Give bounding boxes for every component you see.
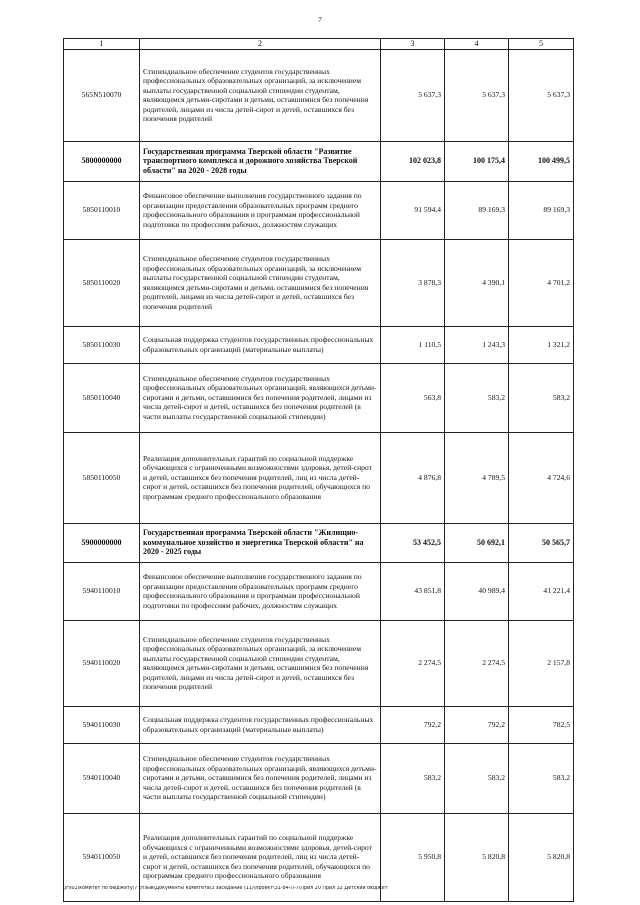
- table-row: [64, 562, 574, 620]
- row-description: Стипендиальное обеспечение студентов государственных профессиональных образовательных организаций, являющихся детьми-сиротами и детьми, оставшимися без попечения родителей, лицами из числа детей-сирот и детей, оставшихся без попечения родителей (в части выплаты государственной социальной стипендии): [140, 363, 381, 432]
- row-value-col-3: 91 594,4: [381, 181, 445, 239]
- row-value-col-3: 2 274,5: [381, 620, 445, 706]
- row-code: 5850110020: [64, 239, 140, 326]
- row-value-col-5: 583,2: [509, 743, 574, 813]
- table-row: [64, 181, 574, 239]
- table-row: [64, 743, 574, 813]
- row-description: Стипендиальное обеспечение студентов государственных профессиональных образовательных организаций, являющихся детьми-сиротами и детьми, оставшимися без попечения родителей, лицами из числа детей-сирот и детей, оставшихся без попечения родителей (в части выплаты государственной социальной стипендии): [140, 743, 381, 813]
- row-value-col-5: 5 820,8: [509, 813, 574, 901]
- row-value-col-4: 40 989,4: [445, 562, 509, 620]
- row-value-col-4: 583,2: [445, 743, 509, 813]
- row-code: 565N510070: [64, 49, 140, 141]
- row-description: Социальная поддержка студентов государственных профессиональных образовательных организаций (материальные выплаты): [140, 326, 381, 363]
- row-value-col-3: 792,2: [381, 706, 445, 743]
- row-description: Стипендиальное обеспечение студентов государственных профессиональных образовательных организаций, за исключением выплаты государственной социальной стипендии студентам, являющимся детьми-сиротами и детьми, оставшимися без попечения родителей, лицами из числа детей-сирот и детей, оставшихся без попечения родителей: [140, 620, 381, 706]
- row-code: 5940110050: [64, 813, 140, 901]
- row-description: Социальная поддержка студентов государственных профессиональных образовательных организаций (материальные выплаты): [140, 706, 381, 743]
- header-col-1: 1: [64, 39, 140, 50]
- table-row: [64, 49, 574, 141]
- row-value-col-5: 50 565,7: [509, 523, 574, 562]
- row-value-col-5: 100 499,5: [509, 141, 574, 181]
- row-code: 5850110040: [64, 363, 140, 432]
- header-col-3: 3: [381, 39, 445, 50]
- page-number: 7: [318, 16, 322, 24]
- row-value-col-3: 3 878,3: [381, 239, 445, 326]
- header-col-5: 5: [509, 39, 574, 50]
- row-value-col-3: 43 851,8: [381, 562, 445, 620]
- row-value-col-4: 100 175,4: [445, 141, 509, 181]
- table-row: [64, 432, 574, 523]
- row-code: 5800000000: [64, 141, 140, 181]
- row-description: Реализация дополнительных гарантий по социальной поддержке обучающихся с ограниченными возможностями здоровья, детей-сирот и детей, оставшихся без попечения родителей, лиц из числа детей-сирот и детей, оставшихся без попечения родителей, обучающихся по программам среднего профессионального образования: [140, 813, 381, 901]
- row-value-col-4: 5 637,3: [445, 49, 509, 141]
- row-value-col-4: 792,2: [445, 706, 509, 743]
- row-value-col-4: 583,2: [445, 363, 509, 432]
- row-value-col-3: 563,8: [381, 363, 445, 432]
- row-value-col-3: 1 110,5: [381, 326, 445, 363]
- row-value-col-5: 4 724,6: [509, 432, 574, 523]
- row-value-col-5: 89 169,3: [509, 181, 574, 239]
- row-value-col-4: 89 169,3: [445, 181, 509, 239]
- row-code: 5940110030: [64, 706, 140, 743]
- file-path-footer: \\Fs01\комитет по бюджету\7 отзыв\Документы комитета\3 заседание (11)\проект\31-84-П-7\Прил 20 Прил 32 Детский бюджет: [63, 886, 388, 891]
- table-row: [64, 620, 574, 706]
- row-value-col-5: 1 321,2: [509, 326, 574, 363]
- row-description: Государственная программа Тверской области "Жилищно-коммунальное хозяйство и энергетика Тверской области" на 2020 - 2025 годы: [140, 523, 381, 562]
- row-description: Финансовое обеспечение выполнения государственного задания по организации предоставления образовательных программ среднего профессионального образования и программам профессиональной подготовки по профессиям рабочих, должностям служащих: [140, 181, 381, 239]
- header-row: [64, 39, 574, 50]
- row-value-col-4: 4 789,5: [445, 432, 509, 523]
- row-value-col-5: 782,5: [509, 706, 574, 743]
- row-description: Финансовое обеспечение выполнения государственного задания по организации предоставления образовательных программ среднего профессионального образования и программам профессиональной подготовки по профессиям рабочих, должностям служащих: [140, 562, 381, 620]
- row-value-col-5: 2 157,8: [509, 620, 574, 706]
- row-code: 5940110020: [64, 620, 140, 706]
- row-value-col-3: 5 637,3: [381, 49, 445, 141]
- header-col-2: 2: [140, 39, 381, 50]
- row-value-col-5: 41 221,4: [509, 562, 574, 620]
- row-code: 5850110010: [64, 181, 140, 239]
- header-col-4: 4: [445, 39, 509, 50]
- row-code: 5850110030: [64, 326, 140, 363]
- row-value-col-5: 583,2: [509, 363, 574, 432]
- budget-table: [63, 38, 574, 902]
- row-description: Стипендиальное обеспечение студентов государственных профессиональных образовательных организаций, за исключением выплаты государственной социальной стипендии студентам, являющимся детьми-сиротами и детьми, оставшимися без попечения родителей, лицами из числа детей-сирот и детей, оставшихся без попечения родителей: [140, 49, 381, 141]
- table-row: [64, 706, 574, 743]
- table-row: [64, 326, 574, 363]
- row-description: Стипендиальное обеспечение студентов государственных профессиональных образовательных организаций, за исключением выплаты государственной социальной стипендии студентам, являющимся детьми-сиротами и детьми, оставшимися без попечения родителей, лицами из числа детей-сирот и детей, оставшихся без попечения родителей: [140, 239, 381, 326]
- program-row: [64, 141, 574, 181]
- row-value-col-5: 4 701,2: [509, 239, 574, 326]
- row-value-col-3: 583,2: [381, 743, 445, 813]
- program-row: [64, 523, 574, 562]
- row-value-col-4: 1 243,3: [445, 326, 509, 363]
- row-value-col-4: 4 390,1: [445, 239, 509, 326]
- row-value-col-3: 53 452,5: [381, 523, 445, 562]
- row-value-col-4: 5 820,8: [445, 813, 509, 901]
- row-description: Реализация дополнительных гарантий по социальной поддержке обучающихся с ограниченными возможностями здоровья, детей-сирот и детей, оставшихся без попечения родителей, лиц из числа детей-сирот и детей, оставшихся без попечения родителей, обучающихся по программам среднего профессионального образования: [140, 432, 381, 523]
- row-value-col-5: 5 637,3: [509, 49, 574, 141]
- row-value-col-3: 102 023,8: [381, 141, 445, 181]
- row-description: Государственная программа Тверской области "Развитие транспортного комплекса и дорожного хозяйства Тверской области" на 2020 - 2028 годы: [140, 141, 381, 181]
- row-value-col-3: 4 876,8: [381, 432, 445, 523]
- row-code: 5940110040: [64, 743, 140, 813]
- table-row: [64, 239, 574, 326]
- row-code: 5850110050: [64, 432, 140, 523]
- row-value-col-3: 5 950,8: [381, 813, 445, 901]
- row-code: 5900000000: [64, 523, 140, 562]
- row-code: 5940110010: [64, 562, 140, 620]
- row-value-col-4: 50 692,1: [445, 523, 509, 562]
- table-row: [64, 363, 574, 432]
- row-value-col-4: 2 274,5: [445, 620, 509, 706]
